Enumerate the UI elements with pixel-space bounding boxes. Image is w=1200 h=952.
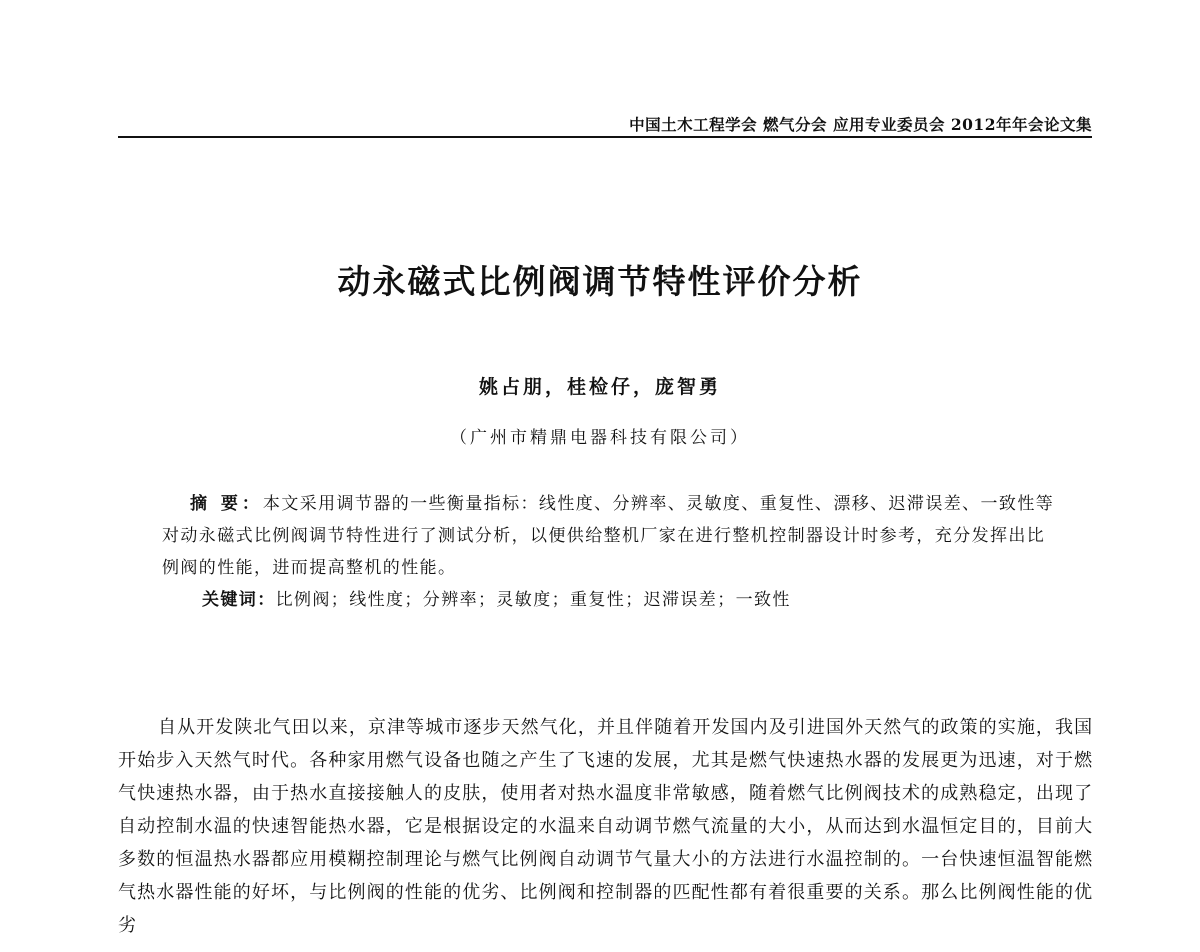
abstract-label: 摘 要：: [190, 494, 263, 514]
abstract-text: 本文采用调节器的一些衡量指标：线性度、分辨率、灵敏度、重复性、漂移、迟滞误差、一致性等对动永磁式比例阀调节特性进行了测试分析，以便供给整机厂家在进行整机控制器设计时参考，充分发挥出比例阀的性能，进而提高整机的性能。: [162, 494, 1055, 578]
keywords-label: 关键词：: [202, 590, 276, 610]
abstract-paragraph: [162, 488, 1057, 584]
running-header: 中国土木工程学会 燃气分会 应用专业委员会 2012年年会论文集: [629, 115, 1092, 134]
header-rule: [118, 136, 1092, 138]
paper-title: 动永磁式比例阀调节特性评价分析: [337, 262, 863, 301]
body-section: [118, 711, 1093, 942]
affiliation: （广州市精鼎电器科技有限公司）: [450, 428, 750, 448]
abstract-block: [162, 488, 1057, 616]
keywords-line: [202, 584, 1057, 616]
author-list: 姚占朋，桂检仔，庞智勇: [478, 376, 721, 398]
keywords-text: 比例阀；线性度；分辨率；灵敏度；重复性；迟滞误差；一致性: [275, 590, 791, 610]
body-paragraph: 自从开发陕北气田以来，京津等城市逐步天然气化，并且伴随着开发国内及引进国外天然气的政策的实施，我国开始步入天然气时代。各种家用燃气设备也随之产生了飞速的发展，尤其是燃气快速热水器的发展更为迅速，对于燃气快速热水器，由于热水直接接触人的皮肤，使用者对热水温度非常敏感，随着燃气比例阀技术的成熟稳定，出现了自动控制水温的快速智能热水器，它是根据设定的水温来自动调节燃气流量的大小，从而达到水温恒定目的，目前大多数的恒温热水器都应用模糊控制理论与燃气比例阀自动调节气量大小的方法进行水温控制的。一台快速恒温智能燃气热水器性能的好坏，与比例阀的性能的优劣、比例阀和控制器的匹配性都有着很重要的关系。那么比例阀性能的优劣: [118, 717, 1093, 936]
